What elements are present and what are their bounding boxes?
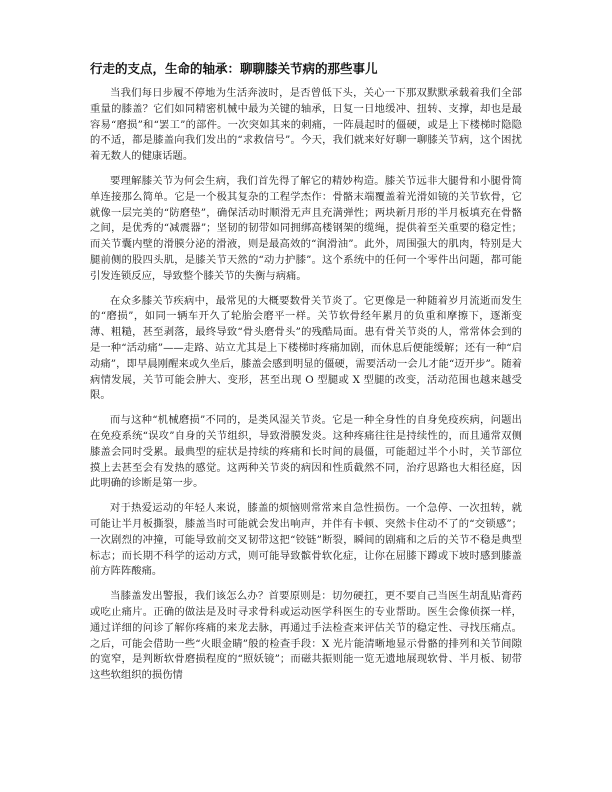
paragraph-intro: 当我们每日步履不停地为生活奔波时，是否曾低下头，关心一下那双默默承载着我们全部重量的膝盖？它们如同精密机械中最为关键的轴承，日复一日地缓冲、扭转、支撑，却也是最容易“磨损”和“罢工”的部件。一次突如其来的刺痛，一阵晨起时的僵硬，或是上下楼梯时隐隐的不适，都是膝盖向我们发出的“求救信号”。今天，我们就来好好聊一聊膝关节病，这个困扰着无数人的健康话题。: [90, 87, 522, 163]
paragraph-diagnosis: 当膝盖发出警报，我们该怎么办？首要原则是：切勿硬扛，更不要自己当医生胡乱贴膏药或吃止痛片。正确的做法是及时寻求骨科或运动医学科医生的专业帮助。医生会像侦探一样，通过详细的问诊了解你疼痛的来龙去脉，再通过手法检查来评估关节的稳定性、寻找压痛点。之后，可能会借助一些“火眼金睛”般的检查手段：X 光片能清晰地显示骨骼的排列和关节间隙的宽窄，是判断软骨磨损程度的“照妖镜”；而磁共振则能一览无遗地展现软骨、半月板、韧带这些软组织的损伤情: [90, 590, 522, 682]
paragraph-osteoarthritis: 在众多膝关节疾病中，最常见的大概要数骨关节炎了。它更像是一种随着岁月流逝而发生的“磨损”，如同一辆车开久了轮胎会磨平一样。关节软骨经年累月的负重和摩擦下，逐渐变薄、粗糙，甚至剥落，最终导致“骨头磨骨头”的残酷局面。患有骨关节炎的人，常常体会到的是一种“活动痛”——走路、站立尤其是上下楼梯时疼痛加剧，而休息后便能缓解；还有一种“启动痛”，即早晨刚醒来或久坐后，膝盖会感到明显的僵硬，需要活动一会儿才能“迈开步”。随着病情发展，关节可能会肿大、变形，甚至出现 O 型腿或 X 型腿的改变，活动范围也越来越受限。: [90, 294, 522, 402]
document-title: 行走的支点，生命的轴承：聊聊膝关节病的那些事儿: [90, 61, 378, 76]
paragraph-rheumatoid: 而与这种“机械磨损”不同的，是类风湿关节炎。它是一种全身性的自身免疫疾病，问题出在免疫系统“误攻”自身的关节组织，导致滑膜发炎。这种疼痛往往是持续性的，而且通常双侧膝盖会同时受累。最典型的症状是持续的疼痛和长时间的晨僵，可能超过半个小时，关节部位摸上去甚至会有发热的感觉。这两种关节炎的病因和性质截然不同，治疗思路也大相径庭，因此明确的诊断是第一步。: [90, 414, 522, 490]
paragraph-sports-injury: 对于热爱运动的年轻人来说，膝盖的烦恼则常常来自急性损伤。一个急停、一次扭转，就可能让半月板撕裂，膝盖当时可能就会发出响声，并伴有卡顿、突然卡住动不了的“交锁感”；一次剧烈的冲撞，可能导致前交叉韧带这把“铰链”断裂，瞬间的剧痛和之后的关节不稳是典型标志；而长期不科学的运动方式，则可能导致髌骨软化症，让你在屈膝下蹲或下坡时感到膝盖前方阵阵酸痛。: [90, 502, 522, 578]
document-page: [90, 60, 522, 693]
paragraph-anatomy: 要理解膝关节为何会生病，我们首先得了解它的精妙构造。膝关节远非大腿骨和小腿骨简单连接那么简单。它是一个极其复杂的工程学杰作：骨骼末端覆盖着光滑如镜的关节软骨，它就像一层完美的“防磨垫”，确保活动时顺滑无声且充满弹性；两块新月形的半月板填充在骨骼之间，是优秀的“减震器”；坚韧的韧带如同拥绑高楼钢架的缆绳，提供着至关重要的稳定性；而关节囊内壁的滑膜分泌的滑液，则是最高效的“润滑油”。此外，周围强大的肌肉，特别是大腿前侧的股四头肌，是膝关节天然的“动力护膝”。这个系统中的任何一个零件出问题，都可能引发连锁反应，导致整个膝关节的失衡与病痛。: [90, 174, 522, 282]
